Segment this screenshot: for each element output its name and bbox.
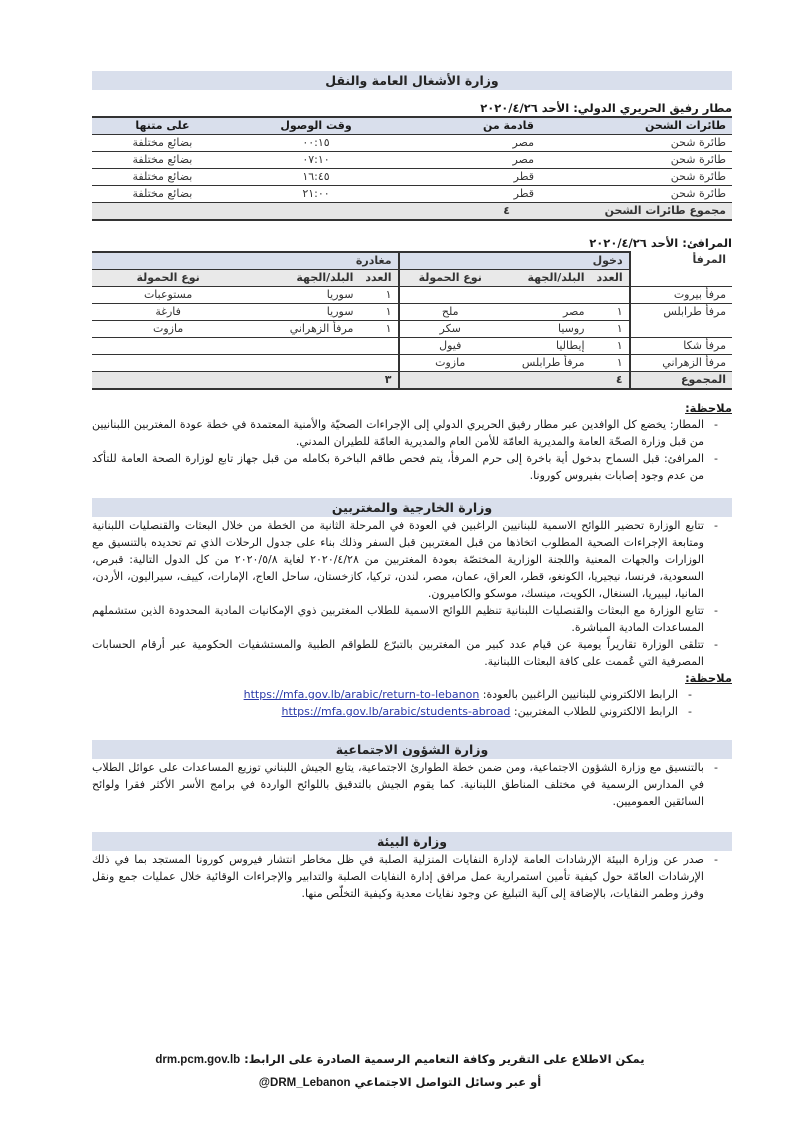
- cell-in-count: ١: [591, 304, 630, 321]
- document-page: [92, 0, 732, 902]
- footer-social-handle[interactable]: @DRM_Lebanon: [258, 1077, 351, 1089]
- cell-out-count: [359, 355, 398, 372]
- table-row: [92, 355, 732, 372]
- cell-plane: طائرة شحن: [540, 186, 732, 203]
- list-item: - تتلقى الوزارة تقاريراً يومية عن قيام عدد كبير من المغتربين بالتبرّع للطواقم الطبية والمستشفيات الحكومية عبر أرقام الحسابات المصرفية التي عُممت على كافة البعثات اللبنانية.: [92, 636, 718, 670]
- cell-cargo: بضائع مختلفة: [92, 152, 233, 169]
- cell-plane: طائرة شحن: [540, 135, 732, 152]
- cell-cargo: بضائع مختلفة: [92, 186, 233, 203]
- table-row: [92, 287, 732, 304]
- cell-in-country: إيطاليا: [501, 338, 591, 355]
- total-value: ٤: [399, 203, 540, 221]
- cell-in-country: روسيا: [501, 321, 591, 338]
- cell-in-country: [501, 287, 591, 304]
- list-item: - تتابع الوزارة تحضير اللوائح الاسمية للبنانيين الراغبين في العودة في المرحلة الثانية من الخطة من خلال البعثات والقنصليات اللبنانية ومتابعة الإجراءات الصحية المطلوب اتخاذها من قبل المغتربين قبل السفر وذلك بناء على جدول الرحلات الذي تم تحديده بالتنسيق مع الوزارات والجهات المعنية واللجنة الوزارية المختصّة بعودة المغتربين من ٢٠٢٠/٤/٢٨ لغاية ٢٠٢٠/٥/٨ من كل الدول التالية: قبرص، السعودية، فرنسا، نيجيريا، الكونغو، قطر، العراق، عمان، مصر، لندن، تركيا، كازخستان، ساحل العاج، الإمارات، كييف، سيراليون، الأردن، المانيا، ليبيريا، السنغال، الكويت، مينسك، موسكو والكاميرون.: [92, 517, 718, 602]
- footer-line-1: [0, 1048, 800, 1071]
- table-row: [92, 186, 732, 203]
- total-arrivals: ٤: [399, 372, 630, 390]
- ports-table: [92, 251, 732, 390]
- airport-table-title: مطار رفيق الحريري الدولي: الأحد ٢٠٢٠/٤/٢٦: [480, 101, 732, 115]
- cell-in-cargo: سكر: [399, 321, 501, 338]
- students-abroad-link[interactable]: https://mfa.gov.lb/arabic/students-abroad: [281, 705, 511, 718]
- cell-out-cargo: مازوت: [92, 321, 244, 338]
- environment-list: [92, 851, 732, 902]
- link-label: الرابط الالكتروني للبنانيين الراغبين بالعودة:: [479, 688, 678, 701]
- cell-port: مرفأ بيروت: [630, 287, 732, 304]
- cell-origin: مصر: [399, 135, 540, 152]
- note-title: ملاحظة:: [685, 671, 732, 685]
- cell-in-count: ١: [591, 355, 630, 372]
- total-label: مجموع طائرات الشحن: [540, 203, 732, 221]
- section-header-public-works: وزارة الأشغال العامة والنقل: [92, 71, 732, 90]
- col-header-departure: مغادرة: [92, 252, 399, 270]
- cell-out-count: [359, 338, 398, 355]
- table-row: [92, 169, 732, 186]
- sub-header-count: العدد: [591, 270, 630, 287]
- cell-plane: طائرة شحن: [540, 169, 732, 186]
- note-item: - المرافئ: قبل السماح بدخول أية باخرة إلى حرم المرفأ، يتم فحص طاقم الباخرة بكامله من قبل جهاز تابع لوزارة الصحة العامة للتأكد من عدم وجود إصابات بفيروس كورونا.: [92, 450, 718, 484]
- col-header-onboard: على متنها: [92, 117, 233, 135]
- cell-time: ٢١:٠٠: [233, 186, 399, 203]
- cell-out-count: ١: [359, 304, 398, 321]
- list-item: - تتابع الوزارة مع البعثات والقنصليات اللبنانية تنظيم اللوائح الاسمية للطلاب المغتربين ذوي الإمكانيات المادية المحدودة الذين ستشملهم المساعدات المادية المباشرة.: [92, 602, 718, 636]
- sub-header-cargo-type: نوع الحمولة: [399, 270, 501, 287]
- cell-origin: قطر: [399, 169, 540, 186]
- col-header-port: المرفأ: [630, 252, 732, 287]
- cell-out-country: مرفأ الزهراني: [244, 321, 359, 338]
- table-total-row: [92, 372, 732, 390]
- cell-in-country: مرفأ طرابلس: [501, 355, 591, 372]
- cell-origin: قطر: [399, 186, 540, 203]
- cell-in-cargo: مازوت: [399, 355, 501, 372]
- sub-header-country: البلد/الجهة: [501, 270, 591, 287]
- cell-in-count: ١: [591, 321, 630, 338]
- section-header-environment: وزارة البيئة: [92, 832, 732, 851]
- note-item: - المطار: يخضع كل الوافدين عبر مطار رفيق الحريري الدولي إلى الإجراءات الصحيّة والأمنية المعتمدة في خطة عودة المغتربين اللبنانيين من قبل وزارة الصحّة العامة والمديرية العامّة للأمن العام والمديرية العامّة للطيران المدني.: [92, 416, 718, 450]
- foreign-affairs-list: [92, 517, 732, 670]
- cell-out-country: سوريا: [244, 287, 359, 304]
- section-header-social-affairs: وزارة الشؤون الاجتماعية: [92, 740, 732, 759]
- list-item: - بالتنسيق مع وزارة الشؤون الاجتماعية، ومن ضمن خطة الطوارئ الاجتماعية، يتابع الجيش اللبناني توزيع المساعدات على عوائل الطلاب في المدارس الرسمية في مختلف المناطق اللبنانية. كما يقوم الجيش بالتدقيق باللوائح الواردة في برامج الأسر الأكثر فقرا ولوائح السائقين العموميين.: [92, 759, 718, 810]
- list-item: - صدر عن وزارة البيئة الإرشادات العامة لإدارة النفايات المنزلية الصلبة في ظل مخاطر انتشار فيروس كورونا المستجد بما في ذلك الإرشادات العامّة حول كيفية تأمين استمرارية عمل مرافق إدارة النفايات الصلبة والتدابير والإجراءات الوقائية خلال عمليات جمع ونقل وفرز وطمر النفايات، بالإضافة إلى آلية التبليغ عن وجود نفايات معدية وكيفية التخلّص منها.: [92, 851, 718, 902]
- cell-cargo: بضائع مختلفة: [92, 169, 233, 186]
- table-header-row: [92, 117, 732, 135]
- cell-port: مرفأ شكا: [630, 338, 732, 355]
- table-total-row: [92, 203, 732, 221]
- sub-header-count: العدد: [359, 270, 398, 287]
- public-works-notes: [92, 416, 732, 484]
- cell-time: ١٦:٤٥: [233, 169, 399, 186]
- note-title: ملاحظة:: [685, 401, 732, 415]
- cell-origin: مصر: [399, 152, 540, 169]
- col-header-arrival-time: وقت الوصول: [233, 117, 399, 135]
- total-label: المجموع: [630, 372, 732, 390]
- cell-in-cargo: ملح: [399, 304, 501, 321]
- cell-in-country: مصر: [501, 304, 591, 321]
- cell-out-cargo: [92, 355, 244, 372]
- section-header-foreign-affairs: وزارة الخارجية والمغتربين: [92, 498, 732, 517]
- table-row: [92, 152, 732, 169]
- table-row: [92, 304, 732, 321]
- cell-plane: طائرة شحن: [540, 152, 732, 169]
- link-item: [92, 703, 692, 720]
- table-row: [92, 338, 732, 355]
- airport-cargo-table: [92, 116, 732, 221]
- cell-in-count: [591, 287, 630, 304]
- col-header-cargo-planes: طائرات الشحن: [540, 117, 732, 135]
- cell-out-cargo: مستوعبات: [92, 287, 244, 304]
- cell-out-country: [244, 338, 359, 355]
- sub-header-cargo-type: نوع الحمولة: [92, 270, 244, 287]
- footer: [0, 1048, 800, 1094]
- foreign-affairs-links: [92, 686, 732, 720]
- link-label: الرابط الالكتروني للطلاب المغتربين:: [510, 705, 678, 718]
- cell-time: ٠٠:١٥: [233, 135, 399, 152]
- link-item: [92, 686, 692, 703]
- footer-website-link[interactable]: drm.pcm.gov.lb: [155, 1054, 241, 1066]
- cell-out-count: ١: [359, 287, 398, 304]
- cell-out-cargo: [92, 338, 244, 355]
- col-header-arriving-from: قادمة من: [399, 117, 540, 135]
- cell-time: ٠٧:١٠: [233, 152, 399, 169]
- cell-in-cargo: [399, 287, 501, 304]
- total-departures: ٣: [92, 372, 399, 390]
- table-row: [92, 135, 732, 152]
- footer-text: أو عبر وسائل التواصل الاجتماعي: [350, 1075, 542, 1089]
- cell-out-cargo: فارغة: [92, 304, 244, 321]
- cell-port: مرفأ طرابلس: [630, 304, 732, 338]
- footer-text: يمكن الاطلاع على التقرير وكافة التعاميم الرسمية الصادرة على الرابط:: [240, 1052, 645, 1066]
- ports-table-title: المرافئ: الأحد ٢٠٢٠/٤/٢٦: [589, 236, 732, 250]
- cell-port: مرفأ الزهراني: [630, 355, 732, 372]
- cell-in-cargo: فيول: [399, 338, 501, 355]
- social-affairs-list: [92, 759, 732, 810]
- sub-header-country: البلد/الجهة: [244, 270, 359, 287]
- cell-out-count: ١: [359, 321, 398, 338]
- ports-header-row-1: [92, 252, 732, 270]
- cell-cargo: بضائع مختلفة: [92, 135, 233, 152]
- footer-line-2: [0, 1071, 800, 1094]
- cell-out-country: [244, 355, 359, 372]
- col-header-arrival: دخول: [399, 252, 630, 270]
- cell-in-count: ١: [591, 338, 630, 355]
- return-to-lebanon-link[interactable]: https://mfa.gov.lb/arabic/return-to-lebanon: [243, 688, 480, 701]
- cell-out-country: سوريا: [244, 304, 359, 321]
